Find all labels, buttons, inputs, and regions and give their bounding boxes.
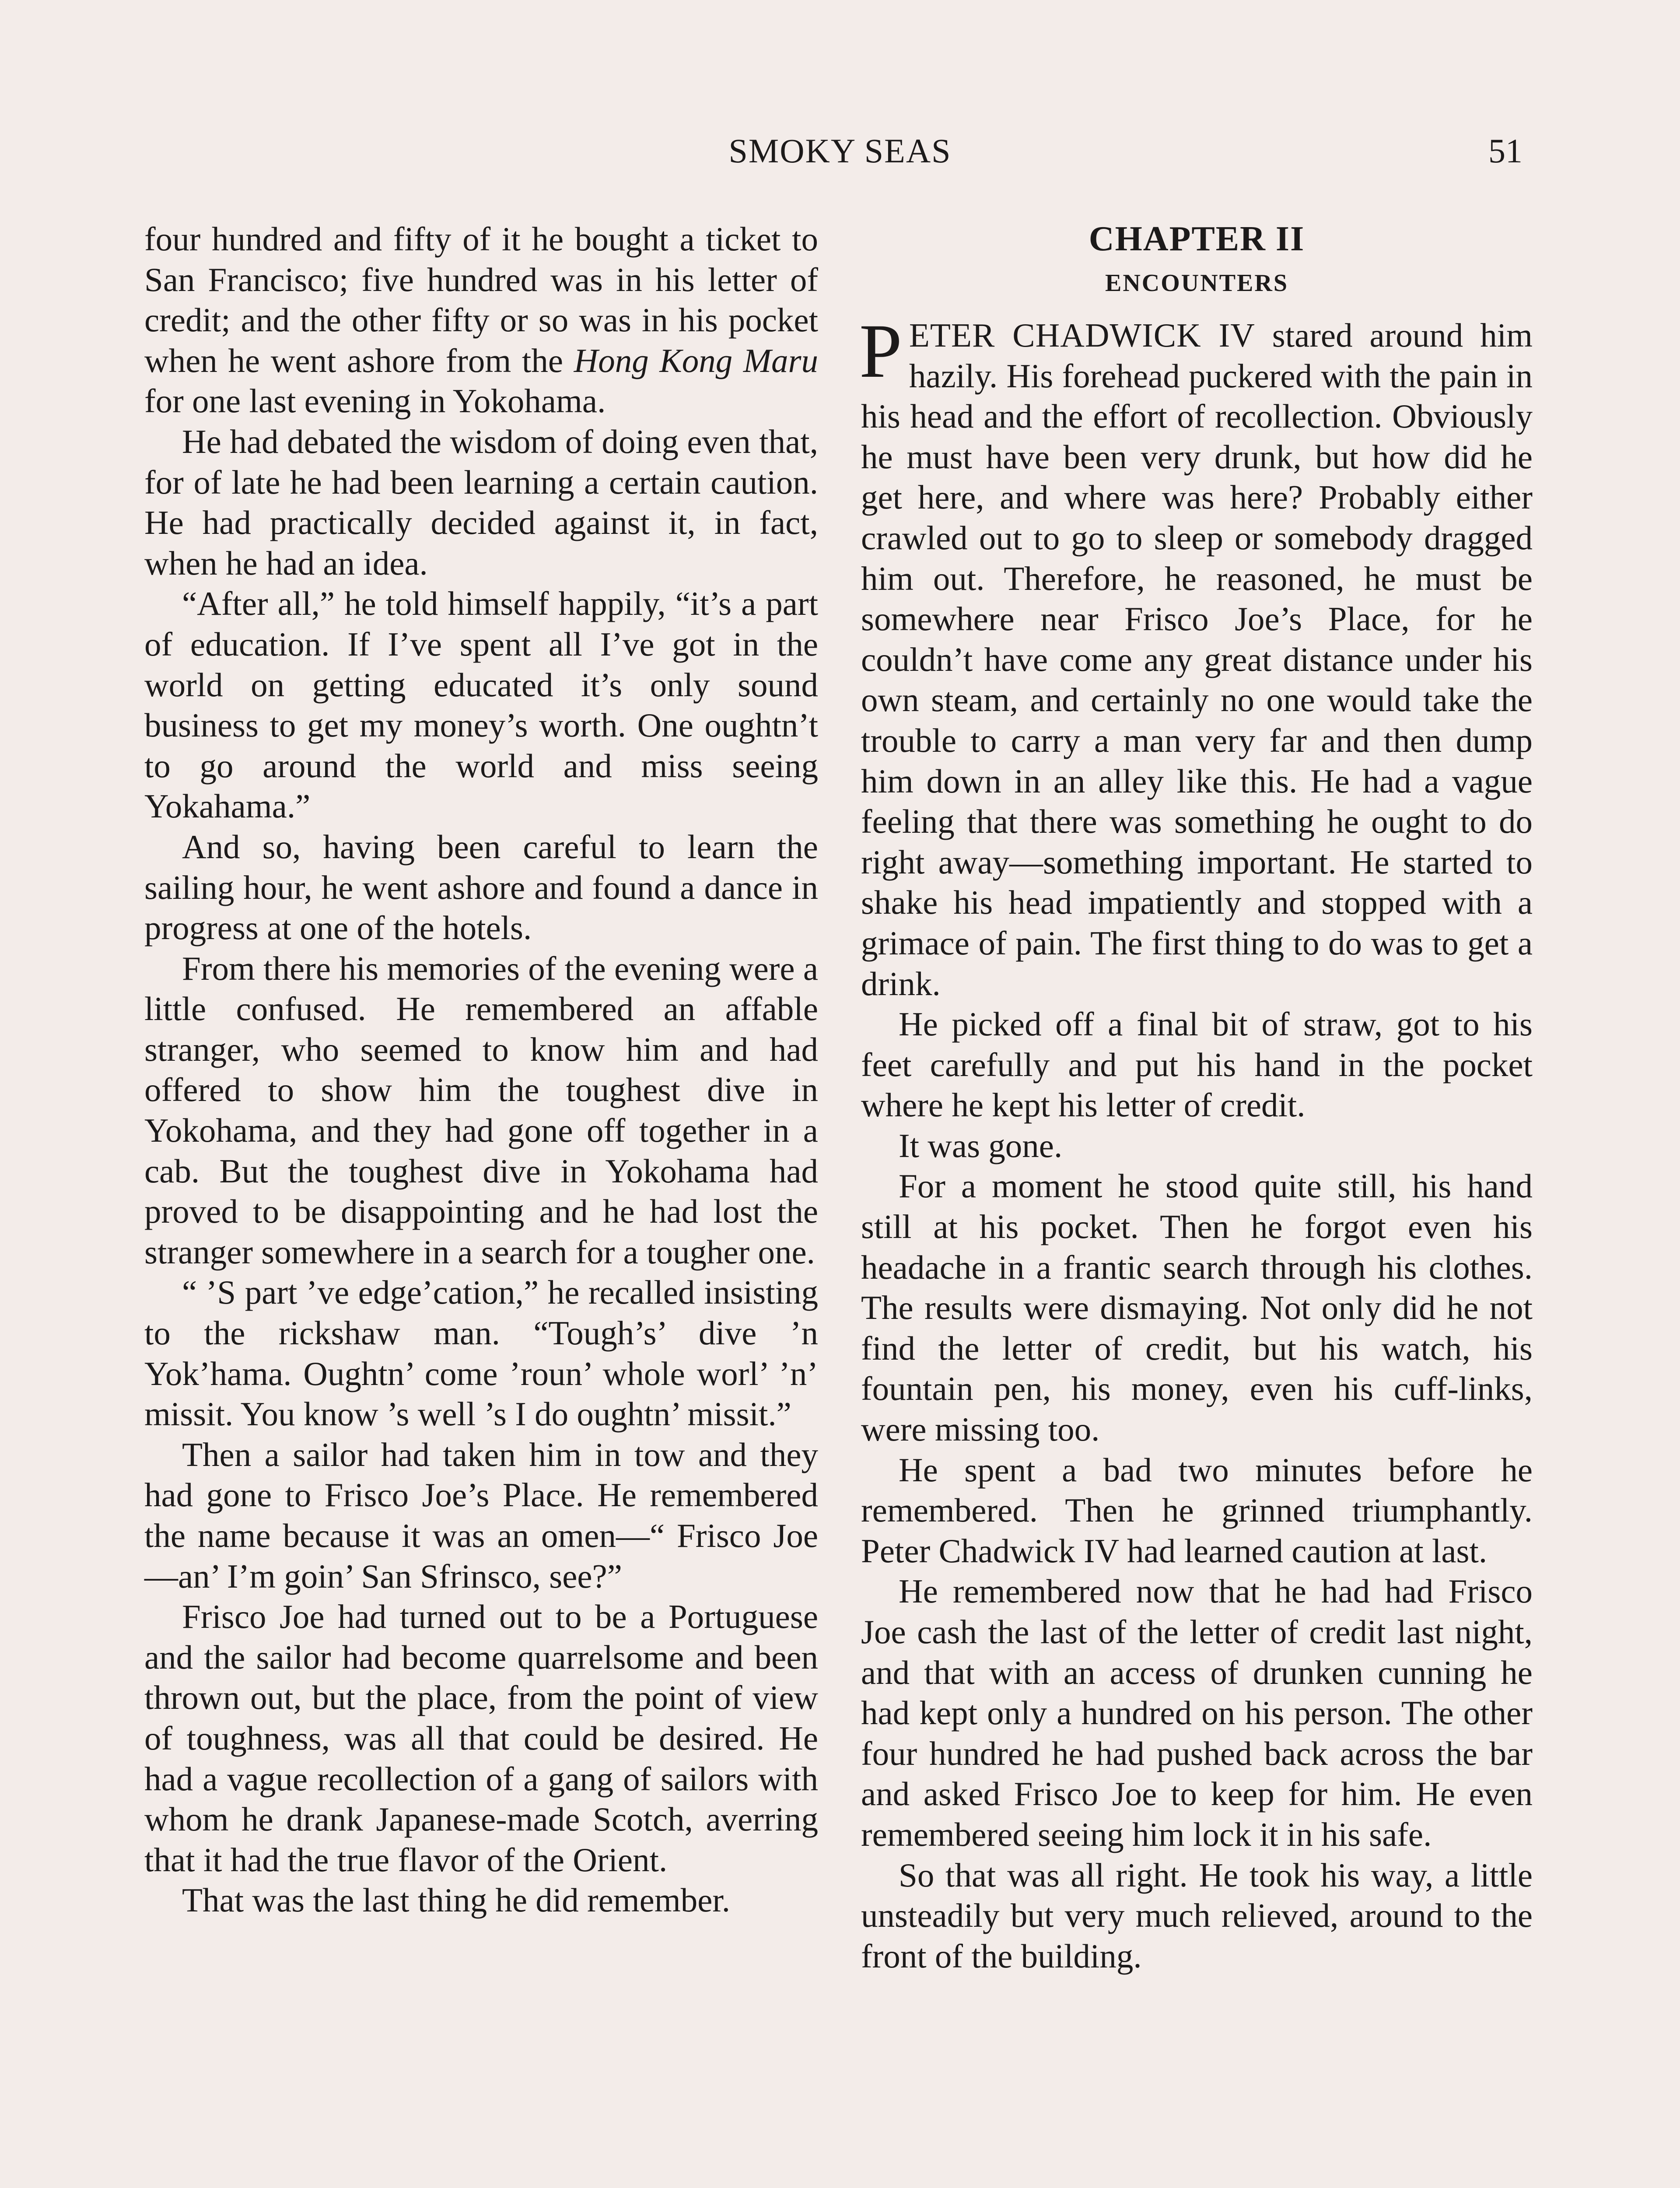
paragraph: That was the last thing he did remember. xyxy=(182,1881,731,1919)
paragraph-text: for one last evening in Yokohama. xyxy=(144,382,606,420)
running-head xyxy=(0,131,1680,179)
opening-paragraph xyxy=(859,309,1533,1004)
paragraph: It was gone. xyxy=(899,1126,1063,1164)
running-title: SMOKY SEAS xyxy=(728,132,952,170)
paragraph: “ ’S part ’ve edge’cation,” he recalled insisting to the rickshaw man. “Tough’s’ dive ’n Yok’hama. Oughtn’ come ’roun’ whole worl’ ’n’ missit. You know ’s well ’s I do oughtn’ missit.” xyxy=(144,1273,818,1433)
paragraph: For a moment he stood quite still, his hand still at his pocket. Then he forgot even his headache in a frantic search through his clothes. The results were dismaying. Not only did he not find the letter of credit, but his watch, his fountain pen, his money, even his cuff-links, were missing too. xyxy=(861,1167,1533,1448)
right-column xyxy=(861,219,1533,1976)
paragraph: He spent a bad two minutes before he remembered. Then he grinned triumphantly. Peter Chadwick IV had learned caution at last. xyxy=(861,1451,1533,1570)
paragraph: So that was all right. He took his way, a little unsteadily but very much relieved, around to the front of the building. xyxy=(861,1856,1533,1975)
paragraph: He picked off a final bit of straw, got to his feet carefully and put his hand in the pocket where he kept his letter of credit. xyxy=(861,1005,1533,1124)
chapter-subtitle: ENCOUNTERS xyxy=(1105,270,1288,297)
opening-name: ETER CHADWICK IV xyxy=(909,316,1255,354)
ship-name: Hong Kong Maru xyxy=(574,341,818,379)
paragraph: Then a sailor had taken him in tow and they had gone to Frisco Joe’s Place. He remembered the name because it was an omen—“ Frisco Joe—an’ I’m goin’ San Sfrinsco, see?” xyxy=(144,1435,818,1595)
paragraph: “After all,” he told himself happily, “it’s a part of education. If I’ve spent all I’ve got in the world on getting educated it’s only sound business to get my money’s worth. One oughtn’t to go around the world and miss seeing Yokahama.” xyxy=(144,585,818,825)
paragraph: Frisco Joe had turned out to be a Portuguese and the sailor had become quarrelsome and been thrown out, but the place, from the point of view of toughness, was all that could be desired. He had a vague recollection of a gang of sailors with whom he drank Japanese-made Scotch, averring that it had the true flavor of the Orient. xyxy=(144,1598,818,1879)
paragraph xyxy=(144,219,818,421)
paragraph: And so, having been careful to learn the sailing hour, he went ashore and found a dance in progress at one of the hotels. xyxy=(144,828,818,947)
paragraph: He had debated the wisdom of doing even that, for of late he had been learning a certain caution. He had practically decided against it, in fact, when he had an idea. xyxy=(144,422,818,582)
paragraph: From there his memories of the evening were a little confused. He remembered an affable stranger, who seemed to know him and had offered to show him the toughest dive in Yokohama, and they had gone off together in a cab. But the toughest dive in Yokohama had proved to be disappointing and he had lost the stranger somewhere in a search for a tougher one. xyxy=(144,949,818,1271)
paragraph-text: four hundred and fifty of it he bought a ticket to San Francisco; five hundred was in his letter of credit; and the other fifty or so was in his pocket when he went ashore from the xyxy=(144,220,818,379)
drop-cap: P xyxy=(859,309,902,394)
paragraph-text: stared around him hazily. His forehead puckered with the pain in his head and the effort of recollection. Obviously he must have been very drunk, but how did he get here, and where was here? Probably either crawled out to go to sleep or somebody dragged him out. Therefore, he reasoned, he must be somewhere near Frisco Joe’s Place, for he couldn’t have come any great distance under his own steam, and certainly no one would take the trouble to carry a man very far and then dump him down in an alley like this. He had a vague feeling that there was something he ought to do right away—something important. He started to shake his head impatiently and stopped with a grimace of pain. The first thing to do was to get a drink. xyxy=(861,316,1533,1003)
left-column xyxy=(144,219,818,1921)
paragraph: He remembered now that he had had Frisco Joe cash the last of the letter of credit last night, and that with an access of drunken cunning he had kept only a hundred on his person. The other four hundred he had pushed back across the bar and asked Frisco Joe to keep for him. He even remembered seeing him lock it in his safe. xyxy=(861,1572,1533,1853)
page-number: 51 xyxy=(1488,132,1522,170)
chapter-title: CHAPTER II xyxy=(1088,220,1305,258)
